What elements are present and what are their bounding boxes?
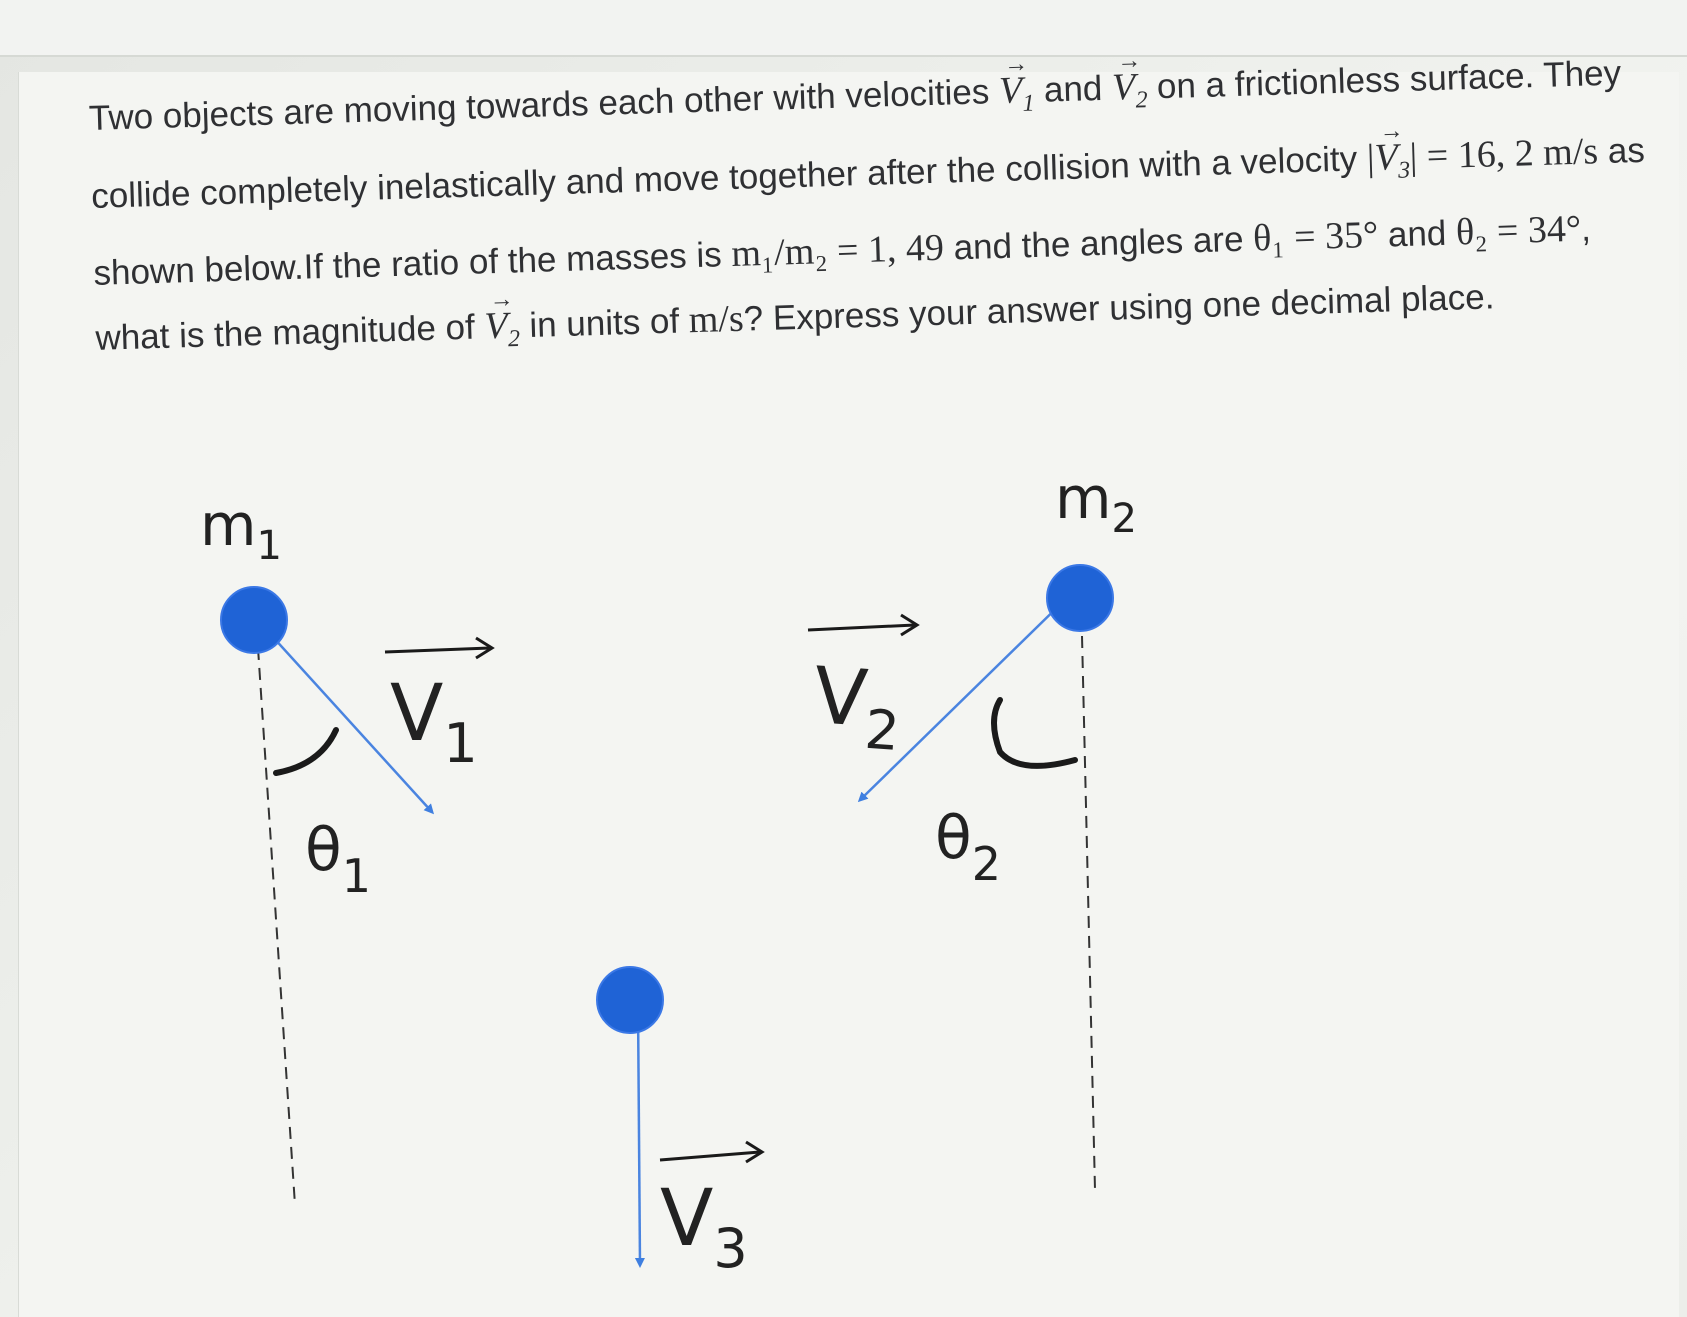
question-part-9: ? Express your answer using one decimal place. [743,277,1495,339]
combined-mass-ball [597,967,663,1033]
v2-label: $V_2$ [810,651,902,764]
theta2-label: $\theta_2$ [935,803,1001,891]
v2-symbol: → $V_2$ [1111,55,1149,134]
question-part-8: in units of [519,301,690,346]
theta2-arc [994,700,1075,766]
question-part-6: and [1377,213,1457,255]
question-part-3: on a frictionless surface. They collide completely inelastically and move together after the collision with a velocity [90,53,1622,216]
theta1-label: $\theta_1$ [305,815,371,903]
mass1-ball [221,587,287,653]
theta2-value: θ₂ = 34° [1455,207,1582,254]
v1-symbol: → $V_1$ [998,58,1036,137]
question-part-1: Two objects are moving towards each other with velocities [88,71,1000,138]
mass2-label: $m_2$ [1055,464,1137,542]
v2-symbol-2: → $V_2$ [483,294,521,373]
mass2-ball [1047,565,1113,631]
unit: m/s [688,297,745,342]
mass-ratio: m₁/m₂ = 1, 49 [730,226,945,276]
question-part-2: and [1033,68,1113,110]
mass1-label: $m_1$ [200,491,282,569]
theta1-value: θ₁ = 35° [1252,213,1379,260]
m2-vertical-reference [1082,636,1095,1190]
v1-label-arrow [385,648,490,652]
theta1-arc [276,730,336,773]
v3-direction-line [638,1005,640,1265]
v2-label-arrow [808,625,915,630]
question-part-5: and the angles are [943,219,1254,268]
v1-label: $V_1$ [390,669,478,775]
question-part-4: as shown below.If the ratio of the masses is [92,130,1646,294]
m1-vertical-reference [258,648,295,1205]
v3-label: $V_3$ [660,1174,748,1280]
v3-magnitude: |→ $V_3| = 16$, 2 m/s [1366,130,1598,179]
v3-label-arrow [660,1152,760,1160]
question-part-7: , what is the magnitude of [94,209,1592,359]
